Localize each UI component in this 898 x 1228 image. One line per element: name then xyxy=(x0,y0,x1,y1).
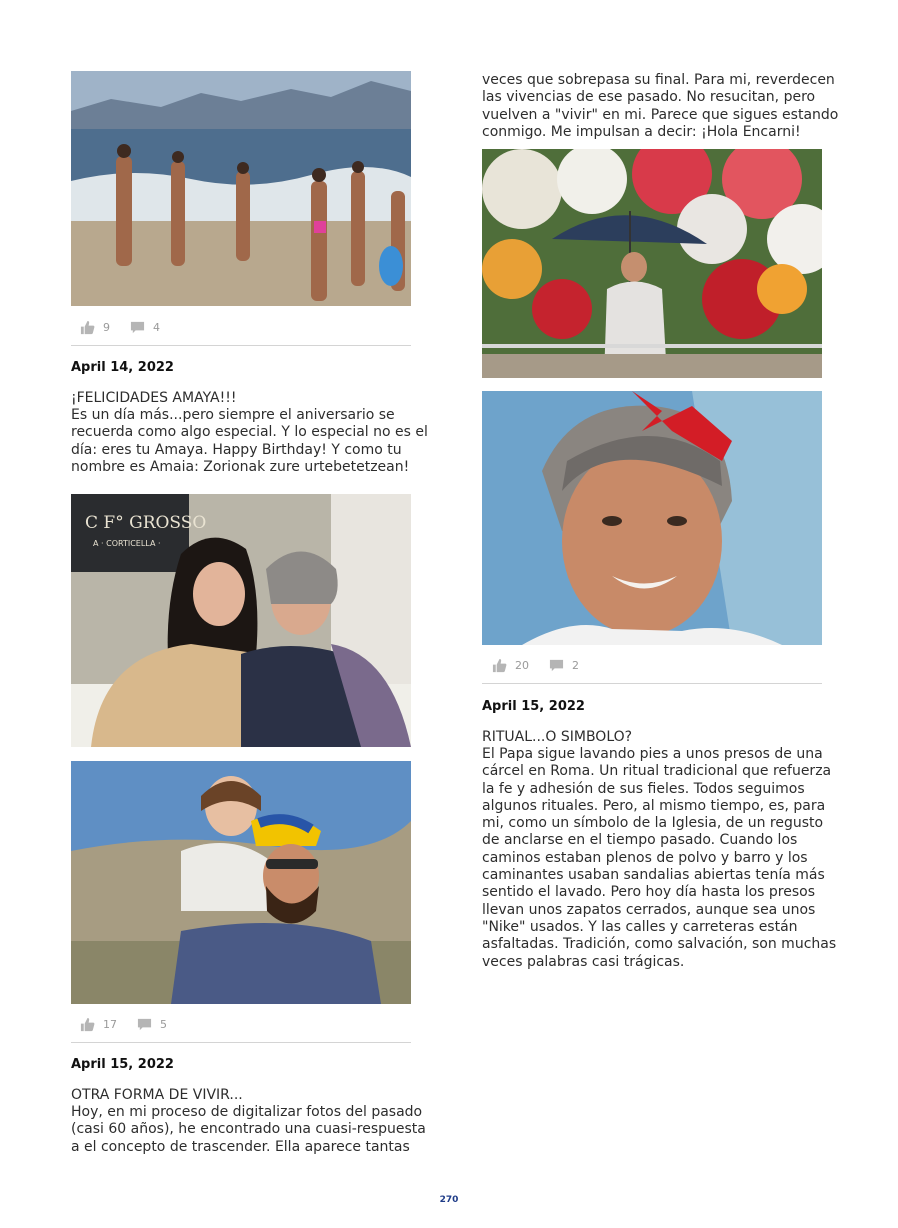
umbrella-flowers-photo[interactable] xyxy=(482,149,822,378)
svg-text:C F° GROSSO: C F° GROSSO xyxy=(85,513,207,533)
like-count: 9 xyxy=(103,321,110,334)
divider xyxy=(71,1042,411,1043)
post-body: Hoy, en mi proceso de digitalizar fotos del pasado (casi 60 años), he encontrado una cuasi-respuesta a el concepto de trascender. Ella aparece tantas xyxy=(71,1104,426,1155)
svg-text:A · CORTICELLA ·: A · CORTICELLA · xyxy=(93,539,161,548)
page-number: 270 xyxy=(439,1195,459,1205)
divider xyxy=(482,683,822,684)
man-with-child-photo[interactable] xyxy=(71,761,411,1004)
post-title: OTRA FORMA DE VIVIR... xyxy=(71,1087,243,1103)
comment-group[interactable] xyxy=(130,320,160,335)
post-0-meta xyxy=(80,320,410,344)
post-body: Es un día más...pero siempre el aniversario se recuerda como algo especial. Y lo especial no es el día: eres tu Amaya. Happy Birthday! Y como tu nombre es Amaia: Zorionak zure urtebetetzean! xyxy=(71,407,428,475)
post-title: ¡FELICIDADES AMAYA!!! xyxy=(71,390,237,406)
comment-group[interactable] xyxy=(137,1017,167,1032)
thumbs-up-icon xyxy=(492,658,507,673)
divider xyxy=(71,345,411,346)
post-date: April 15, 2022 xyxy=(71,1057,174,1072)
post-body-continued: veces que sobrepasa su final. Para mi, reverdecen las vivencias de ese pasado. No resucitan, pero vuelven a "vivir" en mi. Parece que sigues estando conmigo. Me impulsan a decir: ¡Hola Encarni! xyxy=(482,72,839,140)
comment-icon xyxy=(549,658,564,673)
post-1-meta xyxy=(80,1017,410,1041)
comment-icon xyxy=(130,320,145,335)
post-body: El Papa sigue lavando pies a unos presos de una cárcel en Roma. Un ritual tradicional que refuerza la fe y adhesión de sus fieles. Todos seguimos algunos rituales. Pero, al mismo tiempo, es, para mi, como un símbolo de la Iglesia, de un regusto de anclarse en el tiempo pasado. Cuando los caminos estaban plenos de polvo y barro y los caminantes usaban sandalias abiertas tenía más sentido el lavado. Pero hoy día hasta los presos llevan unos zapatos cerrados, aunque sea unos "Nike" usados. Y las calles y carreteras están asfaltadas. Tradición, como salvación, son muchas veces palabras casi trágicas. xyxy=(482,746,837,970)
comment-icon xyxy=(137,1017,152,1032)
post-2-meta xyxy=(492,658,822,682)
thumbs-up-icon xyxy=(80,1017,95,1032)
post-date: April 15, 2022 xyxy=(482,699,585,714)
comment-count: 4 xyxy=(153,321,160,334)
two-women-photo[interactable] xyxy=(71,494,411,747)
comment-group[interactable] xyxy=(549,658,579,673)
like-count: 20 xyxy=(515,659,529,672)
thumbs-up-icon xyxy=(80,320,95,335)
like-count: 17 xyxy=(103,1018,117,1031)
comment-count: 5 xyxy=(160,1018,167,1031)
post-title: RITUAL...O SIMBOLO? xyxy=(482,729,633,745)
like-group[interactable] xyxy=(80,320,110,335)
woman-portrait-photo[interactable] xyxy=(482,391,822,645)
beach-photo[interactable] xyxy=(71,71,411,306)
like-group[interactable] xyxy=(492,658,529,673)
like-group[interactable] xyxy=(80,1017,117,1032)
post-date: April 14, 2022 xyxy=(71,360,174,375)
comment-count: 2 xyxy=(572,659,579,672)
